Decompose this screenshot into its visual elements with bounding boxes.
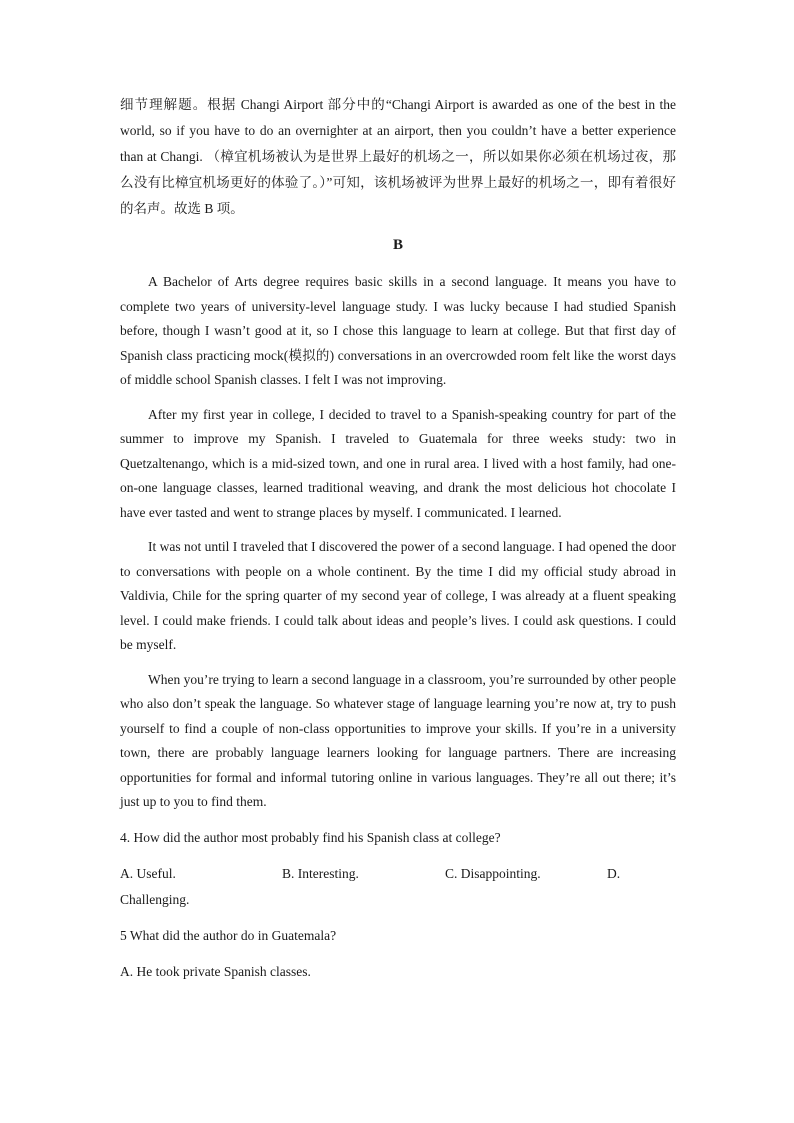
section-title: B — [392, 237, 403, 253]
document-page — [120, 92, 676, 985]
question-5-option-a: A. He took private Spanish classes. — [120, 963, 311, 979]
answer-explanation: 细节理解题。根据 Changi Airport 部分中的“Changi Airport is awarded as one of the best in the world, so if you have to do an overnighter at an airport, then you couldn’t have a better experience than at Changi. （樟宜机场被认为是世界上最好的机场之一，所以如果你必须在机场过夜，那么没有比樟宜机场更好的体验了。）”可知，该机场被评为世界上最好的机场之一，即有着很好的名声。故选 B 项。 — [120, 97, 676, 216]
passage-paragraph-4: When you’re trying to learn a second language in a classroom, you’re surrounded by other people who also don’t speak the language. So whatever stage of language learning you’re now at, try to push yourself to find a couple of non-class opportunities to improve your skills. If you’re in a university town, there are probably language learners looking for language partners. There are increasing opportunities for formal and informal tutoring online in various languages. They’re all out there; it’s just up to you to find them. — [120, 671, 676, 809]
question-4-options — [120, 861, 676, 913]
passage-paragraph-3: It was not until I traveled that I discovered the power of a second language. I had opened the door to conversations with people on a whole continent. By the time I did my official study abroad in Valdivia, Chile for the spring quarter of my second year of college, I was already at a fluent speaking level. I could make friends. I could talk about ideas and people’s lives. I could ask questions. I could be myself. — [120, 539, 676, 652]
passage-paragraph-2: After my first year in college, I decided to travel to a Spanish-speaking country for part of the summer to improve my Spanish. I traveled to Guatemala for three weeks study: two in Quetzaltenango, which is a mid-sized town, and one in rural area. I lived with a host family, had one-on-one language classes, learned traditional weaving, and drank the most delicious hot chocolate I have ever tasted and went to strange places by myself. I communicated. I learned. — [120, 406, 676, 520]
passage-paragraph-1: A Bachelor of Arts degree requires basic skills in a second language. It means you have to complete two years of university-level language study. I was lucky because I had studied Spanish before, though I wasn’t good at it, so I chose this language to learn at college. But that first day of Spanish class practicing mock(模拟的) conversations in an overcrowded room felt like the worst days of middle school Spanish classes. I felt I was not improving. — [120, 274, 676, 387]
question-5-stem: 5 What did the author do in Guatemala? — [120, 927, 337, 943]
question-4-option-c: C. Disappointing. — [445, 865, 541, 881]
question-4-stem: 4. How did the author most probably find his Spanish class at college? — [120, 829, 501, 845]
question-4-option-a: A. Useful. — [120, 865, 176, 881]
question-4-option-d: D. — [607, 865, 621, 881]
question-4-option-d-continued: Challenging. — [120, 891, 190, 907]
question-4-option-b: B. Interesting. — [282, 865, 359, 881]
